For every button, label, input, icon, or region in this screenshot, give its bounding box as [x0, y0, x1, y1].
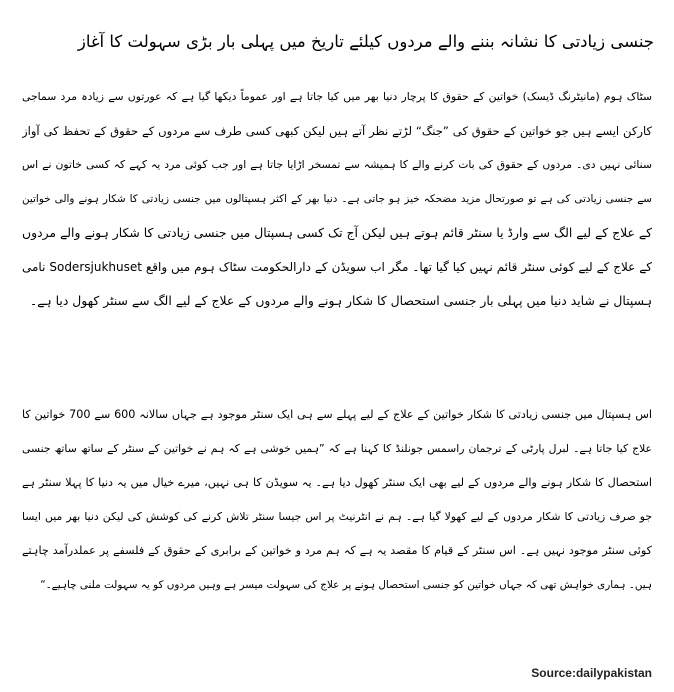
article-paragraph-2	[22, 398, 652, 602]
source-credit: Source:dailypakistan	[531, 666, 652, 680]
paragraph-line: کارکن ایسے ہیں جو خواتین کے حقوق کی ”جنگ“ لڑتے نظر آتے ہیں لیکن کبھی کسی طرف سے مردوں کے حقوق کے تحفظ کی آواز	[22, 124, 652, 138]
paragraph-line: استحصال کا شکار ہونے والے مردوں کے لیے بھی ایک سنٹر کھول دیا ہے۔ یہ سویڈن کا ہی نہیں، میرے خیال میں یہ دنیا کا پہلا سنٹر ہے	[22, 476, 652, 489]
paragraph-line: سنائی نہیں دی۔ مردوں کے حقوق کی بات کرنے والے کا ہمیشہ سے تمسخر اڑایا جاتا ہے اور جب کوئی مرد یہ کہے کہ کسی خاتون نے اس	[22, 158, 652, 171]
article-title: جنسی زیادتی کا نشانہ بننے والے مردوں کیلئے تاریخ میں پہلی بار بڑی سہولت کا آغاز	[77, 32, 654, 51]
paragraph-line: کے علاج کے لیے کوئی سنٹر قائم نہیں کیا گیا تھا۔ مگر اب سویڈن کے دارالحکومت سٹاک ہوم میں واقع Sodersjukhuset نامی	[22, 260, 652, 274]
paragraph-line: سٹاک ہوم (مانیٹرنگ ڈیسک) خواتین کے حقوق کا پرچار دنیا بھر میں کیا جاتا ہے اور عموماً دیکھا گیا ہے کہ عورتوں سے زیادہ مرد سماجی	[22, 90, 652, 103]
paragraph-line: کوئی سنٹر موجود نہیں ہے۔ اس سنٹر کے قیام کا مقصد یہ ہے کہ ہم مرد و خواتین کے برابری کے حقوق کے فلسفے پر عملدرآمد چاہتے	[22, 544, 652, 557]
article-paragraph-1	[22, 80, 652, 318]
paragraph-line: علاج کیا جاتا ہے۔ لبرل پارٹی کے ترجمان راسمس جونلنڈ کا کہنا ہے کہ ”ہمیں خوشی ہے کہ ہم نے خواتین کے سنٹر کے ساتھ ساتھ جنسی	[22, 442, 652, 455]
paragraph-line: اس ہسپتال میں جنسی زیادتی کا شکار خواتین کے علاج کے لیے پہلے سے ہی ایک سنٹر موجود ہے جہاں سالانہ 600 سے 700 خواتین کا	[22, 408, 652, 421]
paragraph-line: سے جنسی زیادتی کی ہے تو صورتحال مزید مضحکہ خیز ہو جاتی ہے۔ دنیا بھر کے اکثر ہسپتالوں میں جنسی زیادتی کا شکار ہونے والی خواتین	[22, 193, 652, 205]
paragraph-line: کے علاج کے لیے الگ سے وارڈ یا سنٹر قائم ہوتے ہیں لیکن آج تک کسی ہسپتال میں جنسی زیادتی کا شکار ہونے والے مردوں	[22, 225, 652, 240]
paragraph-line: ہسپتال نے شاید دنیا میں پہلی بار جنسی استحصال کا شکار ہونے والے مردوں کے علاج کے لیے الگ سے سنٹر کھول دیا ہے۔	[29, 293, 652, 308]
paragraph-line: جو صرف زیادتی کا شکار مردوں کے لیے کھولا گیا ہے۔ ہم نے انٹرنیٹ پر اس جیسا سنٹر تلاش کرنے کی کوشش کی لیکن دنیا بھر میں ایسا	[22, 510, 652, 523]
paragraph-line: ہیں۔ ہماری خواہش تھی کہ جہاں خواتین کو جنسی استحصال ہونے پر علاج کی سہولت میسر ہے وہیں مردوں کو یہ سہولت ملنی چاہیے۔“	[40, 579, 652, 591]
